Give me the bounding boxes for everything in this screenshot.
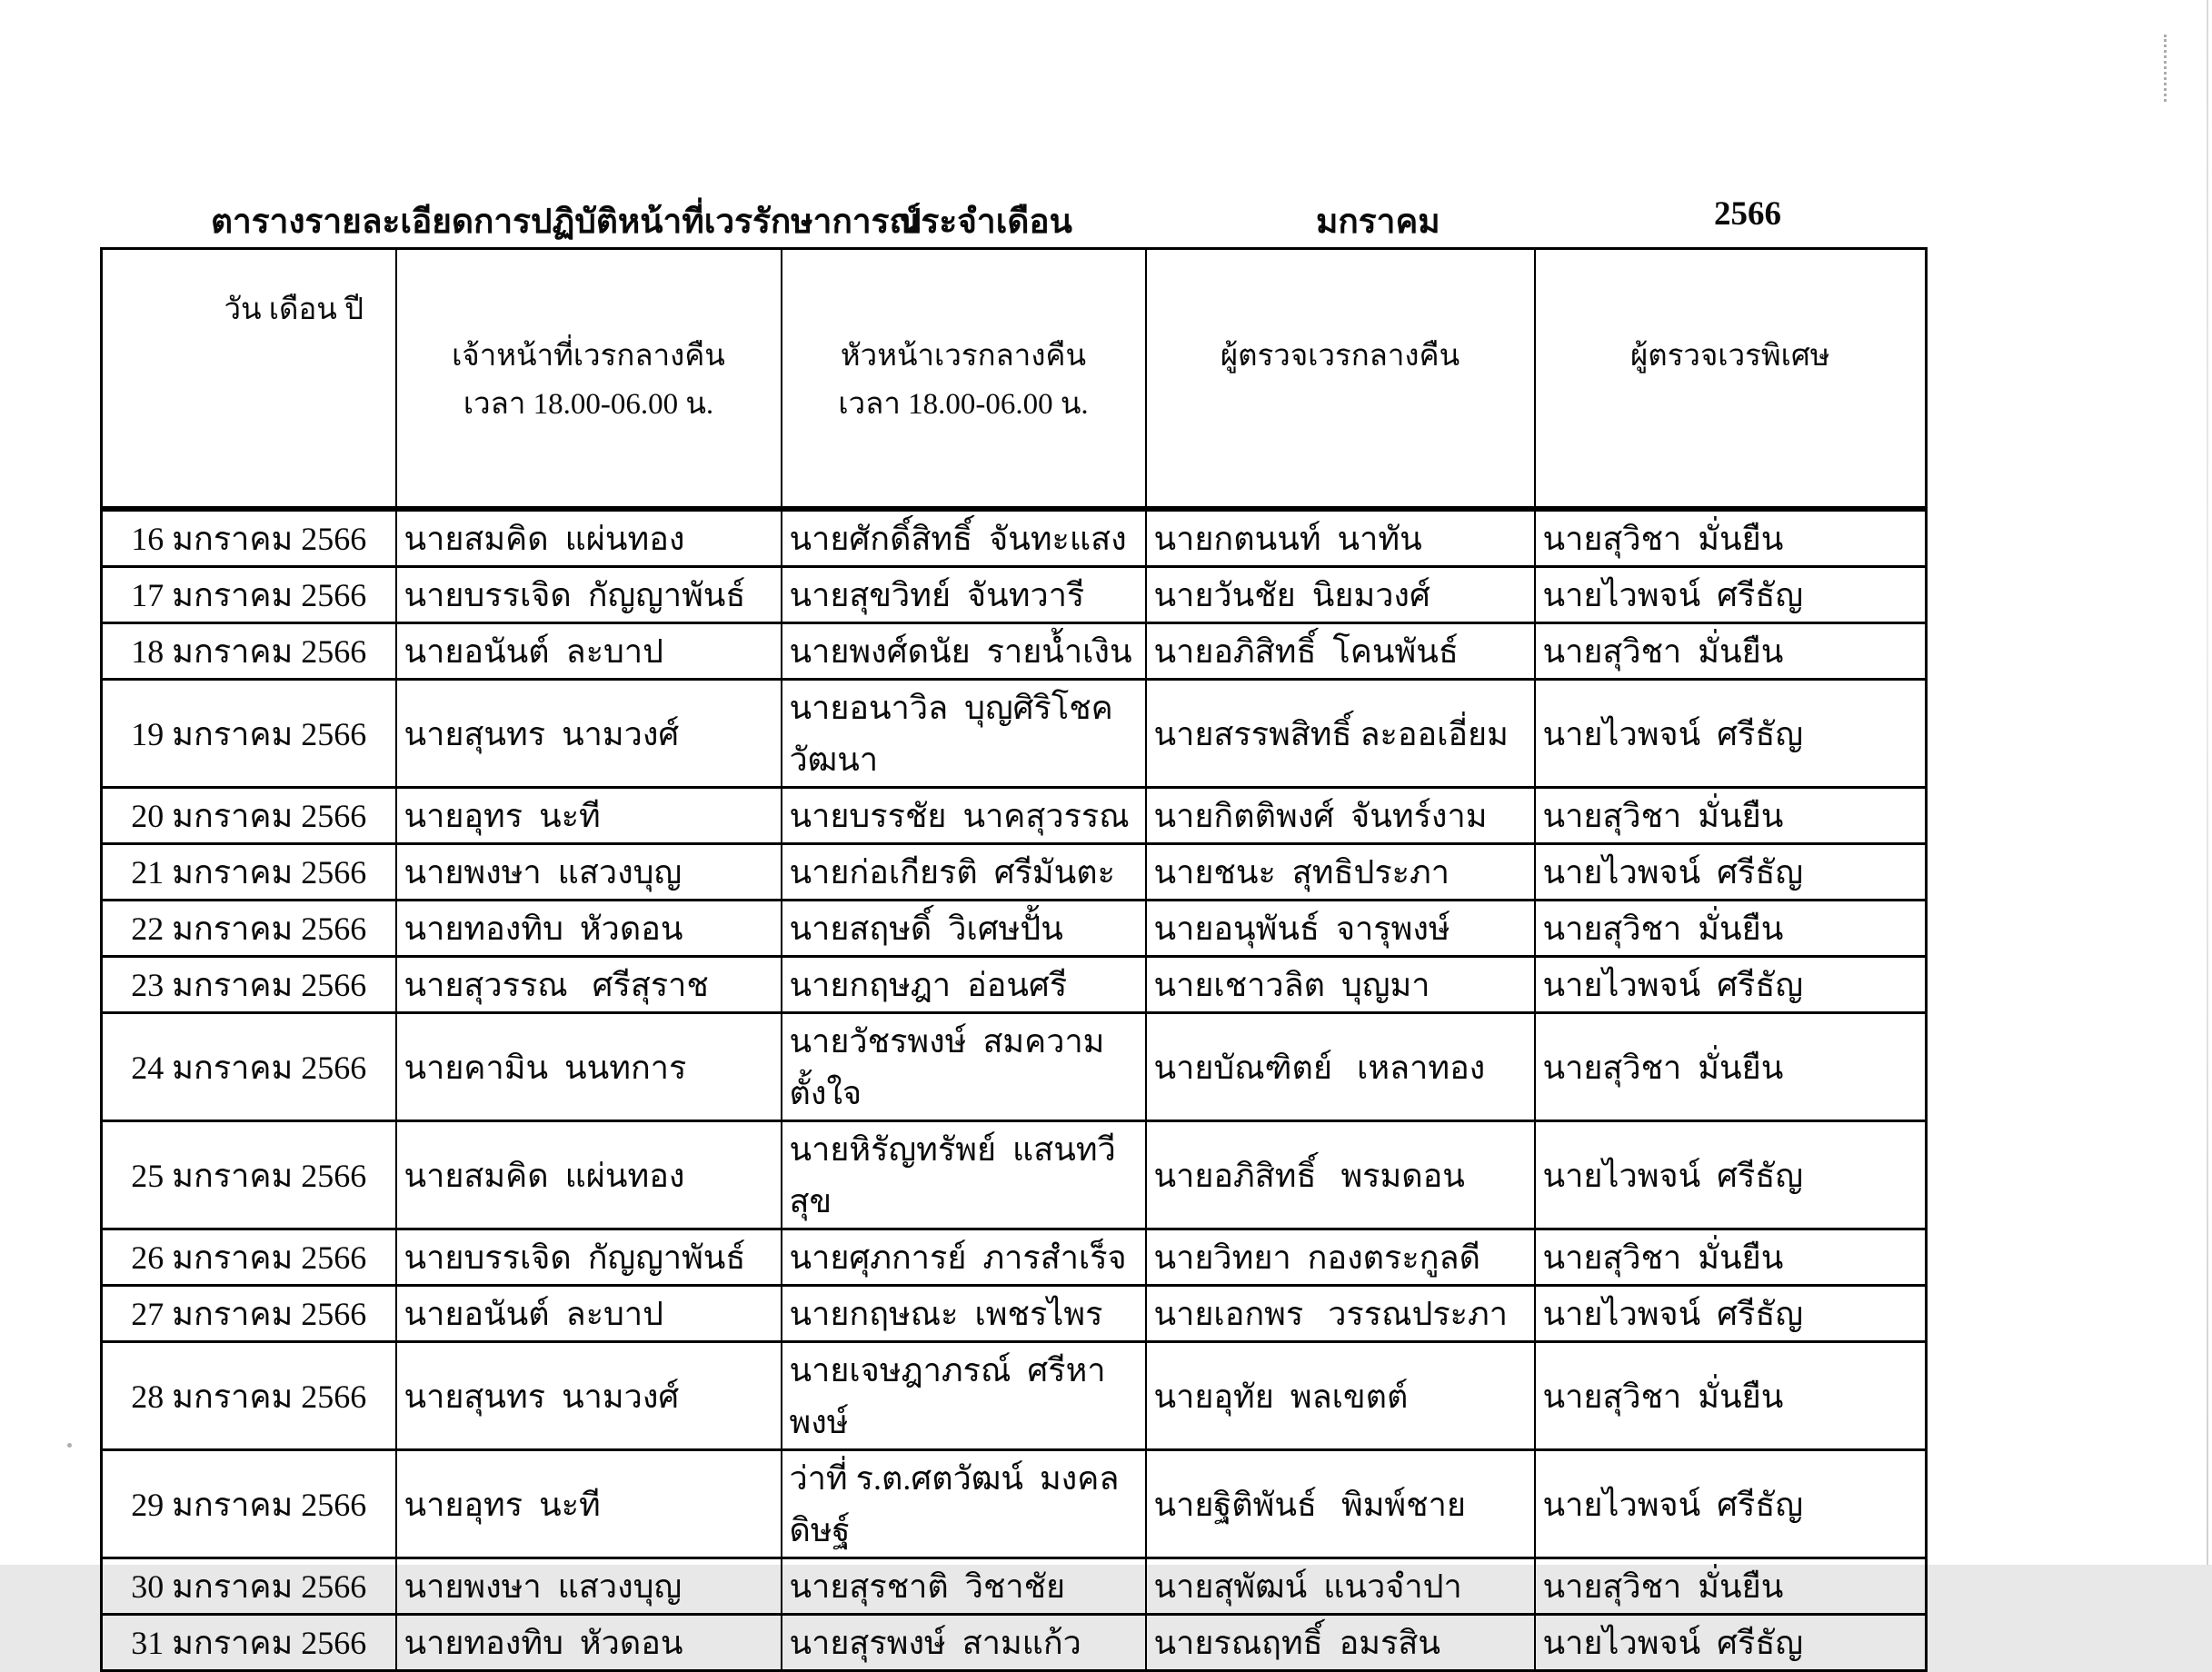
table-row (102, 1615, 1927, 1671)
table-row (102, 1450, 1927, 1558)
cell-night-chief: นายเจษฎาภรณ์ ศรีหาพงษ์ (782, 1342, 1146, 1450)
cell-special-inspector: นายไวพจน์ ศรีธัญ (1535, 1121, 1927, 1229)
cell-date: 31 มกราคม 2566 (102, 1615, 396, 1671)
cell-night-chief: นายกฤษณะ เพชรไพร (782, 1286, 1146, 1342)
table-row (102, 788, 1927, 844)
cell-special-inspector: นายสุวิชา มั่นยืน (1535, 901, 1927, 957)
cell-night-chief: นายอนาวิล บุญศิริโชควัฒนา (782, 680, 1146, 788)
cell-night-inspector: นายรณฤทธิ์ อมรสิน (1146, 1615, 1535, 1671)
header-night-chief-label: หัวหน้าเวรกลางคืน (840, 340, 1087, 373)
table-row (102, 509, 1927, 567)
cell-night-chief: ว่าที่ ร.ต.ศตวัฒน์ มงคลดิษฐ์ (782, 1450, 1146, 1558)
cell-night-inspector: นายเอกพร วรรณประภา (1146, 1286, 1535, 1342)
cell-date: 22 มกราคม 2566 (102, 901, 396, 957)
header-night-officer (396, 249, 782, 510)
cell-night-inspector: นายวันชัย นิยมวงศ์ (1146, 567, 1535, 623)
table-row (102, 1286, 1927, 1342)
cell-date: 23 มกราคม 2566 (102, 957, 396, 1013)
roster-tbody (102, 509, 1927, 1671)
cell-date: 27 มกราคม 2566 (102, 1286, 396, 1342)
cell-night-inspector: นายอุทัย พลเขตต์ (1146, 1342, 1535, 1450)
cell-date: 26 มกราคม 2566 (102, 1229, 396, 1286)
cell-special-inspector: นายไวพจน์ ศรีธัญ (1535, 957, 1927, 1013)
cell-night-officer: นายอนันต์ ละบาป (396, 1286, 782, 1342)
cell-night-officer: นายคามิน นนทการ (396, 1013, 782, 1121)
cell-date: 17 มกราคม 2566 (102, 567, 396, 623)
duty-roster-table-wrap (100, 247, 1925, 1672)
table-row (102, 1342, 1927, 1450)
table-header (102, 249, 1927, 510)
cell-night-inspector: นายฐิติพันธ์ พิมพ์ชาย (1146, 1450, 1535, 1558)
cell-night-officer: นายพงษา แสวงบุญ (396, 844, 782, 901)
cell-night-chief: นายสุรชาติ วิชาชัย (782, 1558, 1146, 1615)
cell-special-inspector: นายสุวิชา มั่นยืน (1535, 788, 1927, 844)
cell-special-inspector: นายสุวิชา มั่นยืน (1535, 1342, 1927, 1450)
header-date-label: วัน เดือน ปี (224, 294, 364, 326)
header-night-inspector (1146, 249, 1535, 510)
header-night-officer-time: เวลา 18.00-06.00 น. (463, 388, 714, 421)
header-date (102, 249, 396, 510)
table-row (102, 567, 1927, 623)
cell-night-officer: นายอนันต์ ละบาป (396, 623, 782, 680)
cell-special-inspector: นายสุวิชา มั่นยืน (1535, 1558, 1927, 1615)
cell-night-officer: นายสมคิด แผ่นทอง (396, 1121, 782, 1229)
cell-night-officer: นายพงษา แสวงบุญ (396, 1558, 782, 1615)
cell-night-chief: นายพงศ์ดนัย รายน้ำเงิน (782, 623, 1146, 680)
cell-night-officer: นายสมคิด แผ่นทอง (396, 509, 782, 567)
cell-night-chief: นายบรรชัย นาคสุวรรณ (782, 788, 1146, 844)
scan-artifact-speck (67, 1443, 72, 1448)
cell-night-inspector: นายบัณฑิตย์ เหลาทอง (1146, 1013, 1535, 1121)
cell-night-officer: นายอุทร นะที (396, 1450, 782, 1558)
cell-night-officer: นายสุวรรณ ศรีสุราช (396, 957, 782, 1013)
table-row (102, 844, 1927, 901)
cell-night-chief: นายก่อเกียรติ ศรีมันตะ (782, 844, 1146, 901)
header-night-inspector-label: ผู้ตรวจเวรกลางคืน (1220, 340, 1460, 373)
month-label: ประจำเดือน (900, 204, 1072, 241)
cell-special-inspector: นายสุวิชา มั่นยืน (1535, 1013, 1927, 1121)
cell-night-officer: นายอุทร นะที (396, 788, 782, 844)
cell-night-inspector: นายสรรพสิทธิ์ ละออเอี่ยม (1146, 680, 1535, 788)
cell-date: 28 มกราคม 2566 (102, 1342, 396, 1450)
cell-special-inspector: นายสุวิชา มั่นยืน (1535, 623, 1927, 680)
table-row (102, 623, 1927, 680)
cell-night-chief: นายสฤษดิ์ วิเศษปั้น (782, 901, 1146, 957)
cell-night-chief: นายวัชรพงษ์ สมความตั้งใจ (782, 1013, 1146, 1121)
table-row (102, 1013, 1927, 1121)
cell-special-inspector: นายไวพจน์ ศรีธัญ (1535, 1615, 1927, 1671)
cell-special-inspector: นายไวพจน์ ศรีธัญ (1535, 844, 1927, 901)
cell-night-inspector: นายสุพัฒน์ แนวจำปา (1146, 1558, 1535, 1615)
cell-special-inspector: นายไวพจน์ ศรีธัญ (1535, 1450, 1927, 1558)
header-special-inspector-label: ผู้ตรวจเวรพิเศษ (1629, 340, 1830, 373)
cell-night-inspector: นายเชาวลิต บุญมา (1146, 957, 1535, 1013)
cell-night-officer: นายทองทิบ หัวดอน (396, 1615, 782, 1671)
table-row (102, 957, 1927, 1013)
cell-date: 18 มกราคม 2566 (102, 623, 396, 680)
header-night-chief-time: เวลา 18.00-06.00 น. (838, 388, 1089, 421)
cell-night-inspector: นายวิทยา กองตระกูลดี (1146, 1229, 1535, 1286)
cell-date: 25 มกราคม 2566 (102, 1121, 396, 1229)
month-value: มกราคม (1316, 204, 1440, 241)
cell-date: 29 มกราคม 2566 (102, 1450, 396, 1558)
cell-night-officer: นายสุนทร นามวงศ์ (396, 680, 782, 788)
cell-date: 24 มกราคม 2566 (102, 1013, 396, 1121)
table-row (102, 680, 1927, 788)
scan-artifact-dotted-line (2164, 35, 2167, 102)
table-row (102, 901, 1927, 957)
cell-special-inspector: นายสุวิชา มั่นยืน (1535, 509, 1927, 567)
cell-night-chief: นายหิรัญทรัพย์ แสนทวีสุข (782, 1121, 1146, 1229)
header-row (102, 249, 1927, 510)
table-row (102, 1558, 1927, 1615)
cell-date: 21 มกราคม 2566 (102, 844, 396, 901)
header-night-officer-label: เจ้าหน้าที่เวรกลางคืน (452, 340, 725, 373)
cell-night-inspector: นายอนุพันธ์ จารุพงษ์ (1146, 901, 1535, 957)
cell-date: 19 มกราคม 2566 (102, 680, 396, 788)
header-night-chief (782, 249, 1146, 510)
cell-night-chief: นายสุรพงษ์ สามแก้ว (782, 1615, 1146, 1671)
header-special-inspector (1535, 249, 1927, 510)
cell-night-officer: นายบรรเจิด กัญญาพันธ์ (396, 1229, 782, 1286)
cell-special-inspector: นายไวพจน์ ศรีธัญ (1535, 680, 1927, 788)
cell-night-officer: นายทองทิบ หัวดอน (396, 901, 782, 957)
table-row (102, 1121, 1927, 1229)
cell-special-inspector: นายไวพจน์ ศรีธัญ (1535, 1286, 1927, 1342)
scan-artifact-edge-line (2207, 0, 2208, 1565)
cell-date: 30 มกราคม 2566 (102, 1558, 396, 1615)
cell-night-officer: นายสุนทร นามวงศ์ (396, 1342, 782, 1450)
document-title-line (0, 194, 2212, 242)
cell-night-chief: นายสุขวิทย์ จันทวารี (782, 567, 1146, 623)
cell-night-chief: นายศักดิ์สิทธิ์ จันทะแสง (782, 509, 1146, 567)
cell-night-inspector: นายกตนนท์ นาทัน (1146, 509, 1535, 567)
duty-roster-table (100, 247, 1928, 1672)
cell-night-chief: นายกฤษฎา อ่อนศรี (782, 957, 1146, 1013)
cell-night-chief: นายศุภการย์ ภารสำเร็จ (782, 1229, 1146, 1286)
cell-night-officer: นายบรรเจิด กัญญาพันธ์ (396, 567, 782, 623)
year-value: 2566 (1714, 195, 1781, 233)
cell-special-inspector: นายไวพจน์ ศรีธัญ (1535, 567, 1927, 623)
table-row (102, 1229, 1927, 1286)
document-title: ตารางรายละเอียดการปฏิบัติหน้าที่เวรรักษาการณ์ (211, 204, 921, 241)
cell-date: 20 มกราคม 2566 (102, 788, 396, 844)
cell-night-inspector: นายชนะ สุทธิประภา (1146, 844, 1535, 901)
cell-night-inspector: นายอภิสิทธิ์ พรมดอน (1146, 1121, 1535, 1229)
cell-special-inspector: นายสุวิชา มั่นยืน (1535, 1229, 1927, 1286)
cell-night-inspector: นายอภิสิทธิ์ โคนพันธ์ (1146, 623, 1535, 680)
cell-night-inspector: นายกิตติพงศ์ จันทร์งาม (1146, 788, 1535, 844)
cell-date: 16 มกราคม 2566 (102, 509, 396, 567)
